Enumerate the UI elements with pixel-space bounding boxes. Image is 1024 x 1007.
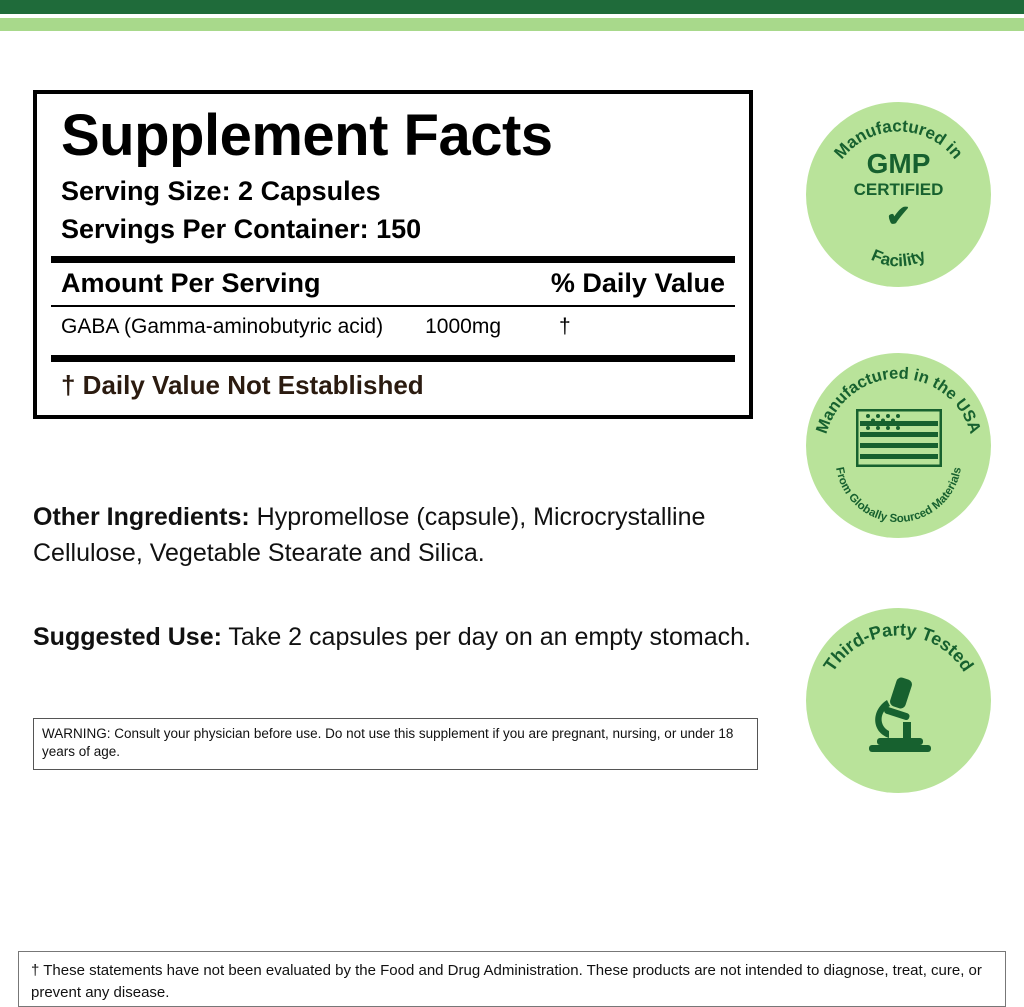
gmp-main-label: GMP [866,148,931,179]
suggested-use-label: Suggested Use: [33,623,222,651]
svg-text:Third-Party Tested: Third-Party Tested [819,619,978,676]
top-dark-band [0,0,1024,14]
ingredient-amount: 1000mg [425,314,501,338]
warning-box [33,718,758,770]
gmp-sub-label: CERTIFIED [853,180,944,199]
suggested-use-text: Take 2 capsules per day on an empty stomach. [221,623,751,651]
other-ingredients-block [33,500,758,571]
other-ingredients-text: Hypromellose (capsule), Microcrystalline Cellulose, Vegetable Stearate and Silica. [33,503,706,567]
usa-flag-icon [856,409,942,472]
seal-third-party-tested [806,608,991,793]
supplement-facts-title: Supplement Facts [61,103,553,168]
ingredient-daily-value: † [559,314,571,338]
svg-text:From Globally Sourced Material: From Globally Sourced Materials [833,466,964,526]
svg-text:Manufactured in the USA: Manufactured in the USA [812,364,985,436]
svg-text:Facility: Facility [868,245,929,271]
ingredient-name: GABA (Gamma-aminobutyric acid) [61,314,384,338]
servings-per-container: Servings Per Container: 150 [61,214,422,245]
fda-disclaimer [18,951,1006,1007]
fda-disclaimer-text: † These statements have not been evaluated by the Food and Drug Administration. These products are not intended to diagnose, treat, cure, or prevent any disease. [31,962,982,1001]
suggested-use-block [33,620,758,656]
other-ingredients-label: Other Ingredients: [33,503,250,531]
seal-gmp-certified [806,102,991,287]
daily-value-header: % Daily Value [550,267,725,298]
top-light-band [0,18,1024,31]
daily-value-footnote: † Daily Value Not Established [61,369,424,400]
divider-thick-top [51,256,735,263]
check-mark-icon: ✔ [885,200,912,233]
supplement-facts-panel [33,90,753,419]
amount-per-serving-header: Amount Per Serving [61,267,321,298]
divider-thick-bottom [51,355,735,362]
facts-column-headers [51,263,735,303]
serving-size: Serving Size: 2 Capsules [61,175,381,206]
table-row [51,307,735,347]
warning-text: WARNING: Consult your physician before use. Do not use this supplement if you are pregnant, nursing, or under 18 years of age. [42,726,734,759]
seal-made-in-usa [806,353,991,538]
microscope-icon [857,670,941,759]
svg-text:Manufactured in: Manufactured in [830,116,967,163]
